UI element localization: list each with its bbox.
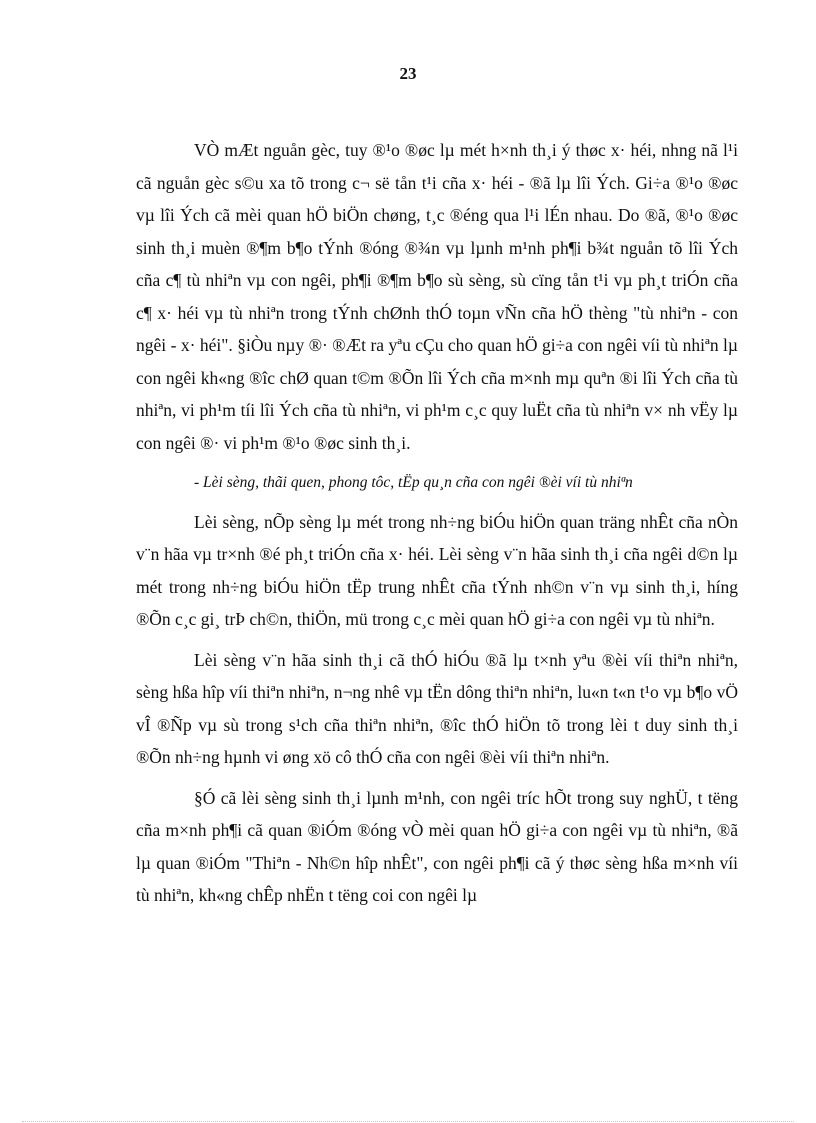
document-body (136, 134, 738, 920)
paragraph-healthy-lifestyle: §Ó cã lèi sèng sinh th¸i lµnh m¹nh, con ngêi tríc hÕt trong suy nghÜ, t tëng cña m×nh ph¶i cã quan ®iÓm ®óng vÒ mèi quan hÖ gi÷a con ngêi vµ tù nhiªn, ®ã lµ quan ®iÓm "Thiªn - Nh©n hîp nhÊt", con ngêi ph¶i cã ý thøc sèng hßa m×nh víi tù nhiªn, kh«ng chÊp nhËn t tëng coi con ngêi lµ (136, 787, 738, 905)
paragraph-ethics-origin: VÒ mÆt nguån gèc, tuy ®¹o ®øc lµ mét h×nh th¸i ý thøc x· héi, nhng nã l¹i cã nguån gèc s©u xa tõ trong c¬ së tån t¹i cña x· héi - ®ã lµ lîi Ých. Gi÷a ®¹o ®øc vµ lîi Ých cã mèi quan hÖ biÖn chøng, t¸c ®éng qua l¹i lÉn nhau. Do ®ã, ®¹o ®øc sinh th¸i muèn ®¶m b¶o tÝnh ®óng ®¾n vµ lµnh m¹nh ph¶i b¾t nguån tõ lîi Ých cña c¶ tù nhiªn vµ con ngêi, ph¶i ®¶m b¶o sù sèng, sù cïng tån t¹i vµ ph¸t triÓn cña c¶ x· héi vµ tù nhiªn trong tÝnh chØnh thÓ toµn vÑn cña hÖ thèng "tù nhiªn - con ngêi - x· héi". §iÒu nµy ®· ®Æt ra yªu cÇu cho quan hÖ gi÷a con ngêi víi tù nhiªn lµ con ngêi kh«ng ®îc chØ quan t©m ®Õn lîi Ých cña m×nh mµ quªn ®i lîi Ých cña tù nhiªn, vi ph¹m tíi lîi Ých cña tù nhiªn, vi ph¹m c¸c quy luËt cña tù nhiªn v× nh vËy lµ con ngêi ®· vi ph¹m ®¹o ®øc sinh th¸i. (136, 140, 738, 453)
page-number: 23 (399, 64, 417, 83)
section-heading-lifestyle: - Lèi sèng, thãi quen, phong tôc, tËp qu¸n cña con ngêi ®èi víi tù nhiªn (194, 474, 633, 491)
paragraph-eco-culture: Lèi sèng v¨n hãa sinh th¸i cã thÓ hiÓu ®ã lµ t×nh yªu ®èi víi thiªn nhiªn, sèng hßa hîp víi thiªn nhiªn, n¬ng nhê vµ tËn dông thiªn nhiªn, lu«n t«n t¹o vµ b¶o vÖ vÎ ®Ñp vµ sù trong s¹ch cña thiªn nhiªn, ®îc thÓ hiÖn tõ trong lèi t duy sinh th¸i ®Õn nh÷ng hµnh vi øng xö cô thÓ cña con ngêi ®èi víi thiªn nhiªn. (136, 649, 738, 767)
page-bottom-divider (22, 1121, 794, 1122)
paragraph-lifestyle: Lèi sèng, nÕp sèng lµ mét trong nh÷ng biÓu hiÖn quan träng nhÊt cña nÒn v¨n hãa vµ tr×nh ®é ph¸t triÓn cña x· héi. Lèi sèng v¨n hãa sinh th¸i cña ngêi d©n lµ mét trong nh÷ng biÓu hiÖn tËp trung nhÊt cña tÝnh nh©n v¨n vµ sinh th¸i, híng ®Õn c¸c gi¸ trÞ ch©n, thiÖn, mü trong c¸c mèi quan hÖ gi÷a con ngêi vµ tù nhiªn. (136, 511, 738, 629)
